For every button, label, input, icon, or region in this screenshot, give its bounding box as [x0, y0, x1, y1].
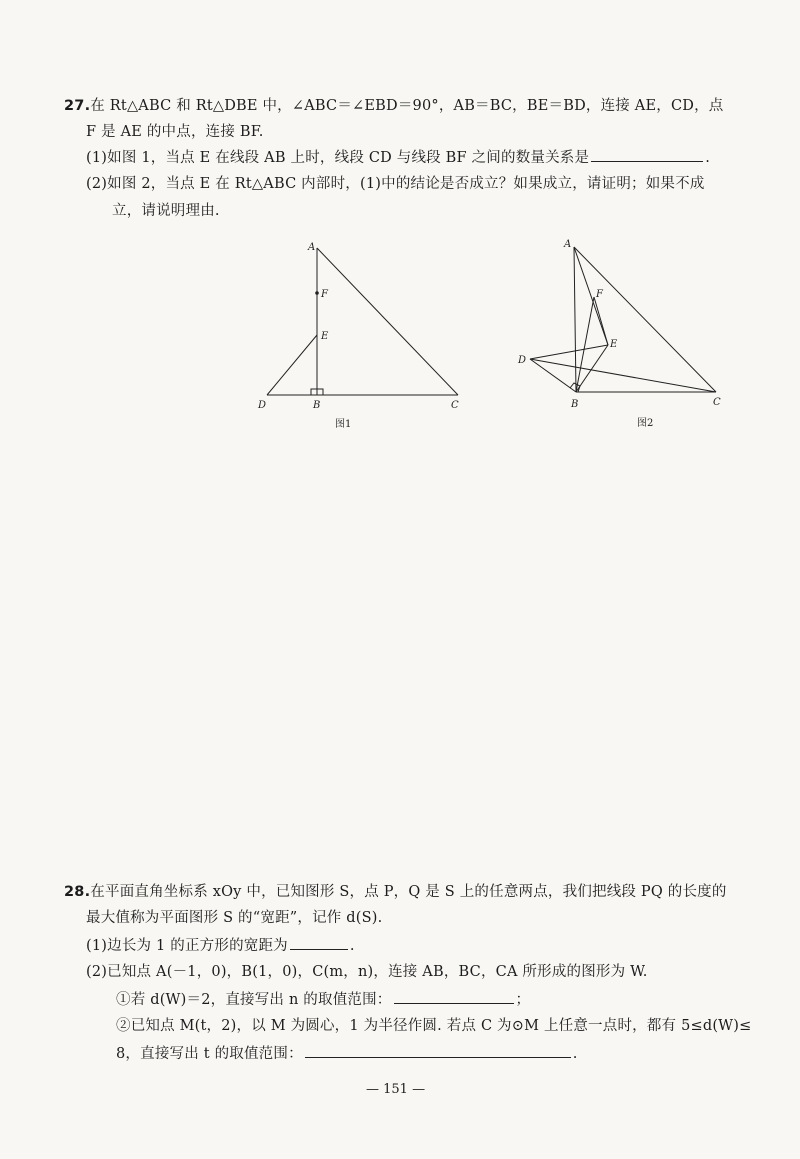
segment-db	[530, 359, 576, 392]
fig2-label-b: B	[571, 399, 579, 410]
q27-part1-end: .	[705, 150, 711, 166]
q28-sub1-text: ①若 d(W)＝2，直接写出 n 的取值范围：	[116, 992, 392, 1008]
q27-part2-line2: 立，请说明理由.	[112, 203, 220, 219]
q28-part1-end: .	[349, 938, 355, 954]
segment-de	[267, 335, 317, 395]
q27-number: 27.	[64, 98, 91, 114]
q28-part2: (2)已知点 A(－1，0)，B(1，0)，C(m，n)，连接 AB，BC，CA 所形成的图形为 W.	[86, 964, 648, 980]
q27-part2-line1: (2)如图 2，当点 E 在 Rt△ABC 内部时，(1)中的结论是否成立？如果成立，请证明；如果不成	[86, 176, 705, 192]
q27-stem-line1: 在 Rt△ABC 和 Rt△DBE 中，∠ABC＝∠EBD＝90°，AB＝BC，BE＝BD，连接 AE，CD，点	[90, 98, 724, 114]
q28-part1-text: (1)边长为 1 的正方形的宽距为	[86, 938, 288, 954]
fig1-label-a: A	[308, 242, 316, 253]
point-f	[315, 291, 319, 295]
q28-sub2-end: .	[572, 1046, 578, 1062]
fig2-caption: 图2	[637, 418, 654, 429]
fig2-label-a: A	[564, 239, 572, 250]
q28-sub1	[116, 989, 530, 1010]
fig1-label-c: C	[451, 400, 459, 411]
q28-part1	[86, 935, 355, 956]
fig1-label-f: F	[321, 289, 328, 300]
q27-line1	[64, 96, 724, 116]
q28-sub2-answer-blank[interactable]	[305, 1043, 571, 1058]
q28-sub2-text: 8，直接写出 t 的取值范围：	[116, 1046, 303, 1062]
fig2-label-e: E	[610, 339, 618, 350]
figure-1	[250, 238, 470, 433]
fig2-label-c: C	[713, 397, 721, 408]
fig1-caption: 图1	[335, 419, 352, 430]
fig1-label-b: B	[313, 400, 321, 411]
q28-stem-line1: 在平面直角坐标系 xOy 中，已知图形 S，点 P，Q 是 S 上的任意两点，我们把线段 PQ 的长度的	[90, 884, 727, 900]
fig2-label-d: D	[518, 355, 527, 366]
q28-sub2-line1: ②已知点 M(t，2)，以 M 为圆心，1 为半径作圆. 若点 C 为⊙M 上任意一点时，都有 5≤d(W)≤	[116, 1018, 752, 1034]
segment-ac	[317, 248, 458, 395]
q27-part1-answer-blank[interactable]	[591, 147, 703, 162]
q27-part1	[86, 147, 710, 168]
fig2-label-f: F	[596, 289, 603, 300]
page-number: — 151 —	[366, 1082, 426, 1097]
q28-number: 28.	[64, 884, 91, 900]
q28-sub2-line2	[116, 1043, 578, 1064]
q27-part1-text: (1)如图 1，当点 E 在线段 AB 上时，线段 CD 与线段 BF 之间的数量关系是	[86, 150, 590, 166]
q28-line1	[64, 882, 727, 902]
segment-ab	[574, 247, 576, 392]
segment-de	[530, 345, 608, 359]
q28-stem-line2: 最大值称为平面图形 S 的“宽距”，记作 d(S).	[86, 910, 383, 926]
segment-bf	[576, 297, 594, 392]
q28-sub1-answer-blank[interactable]	[394, 989, 514, 1004]
q28-part1-answer-blank[interactable]	[290, 935, 348, 950]
segment-fe	[594, 297, 608, 345]
fig1-label-d: D	[258, 400, 267, 411]
figure-2	[510, 235, 735, 435]
q28-sub1-end: ；	[515, 992, 531, 1008]
fig1-label-e: E	[321, 331, 329, 342]
q27-stem-line2: F 是 AE 的中点，连接 BF.	[86, 124, 264, 140]
